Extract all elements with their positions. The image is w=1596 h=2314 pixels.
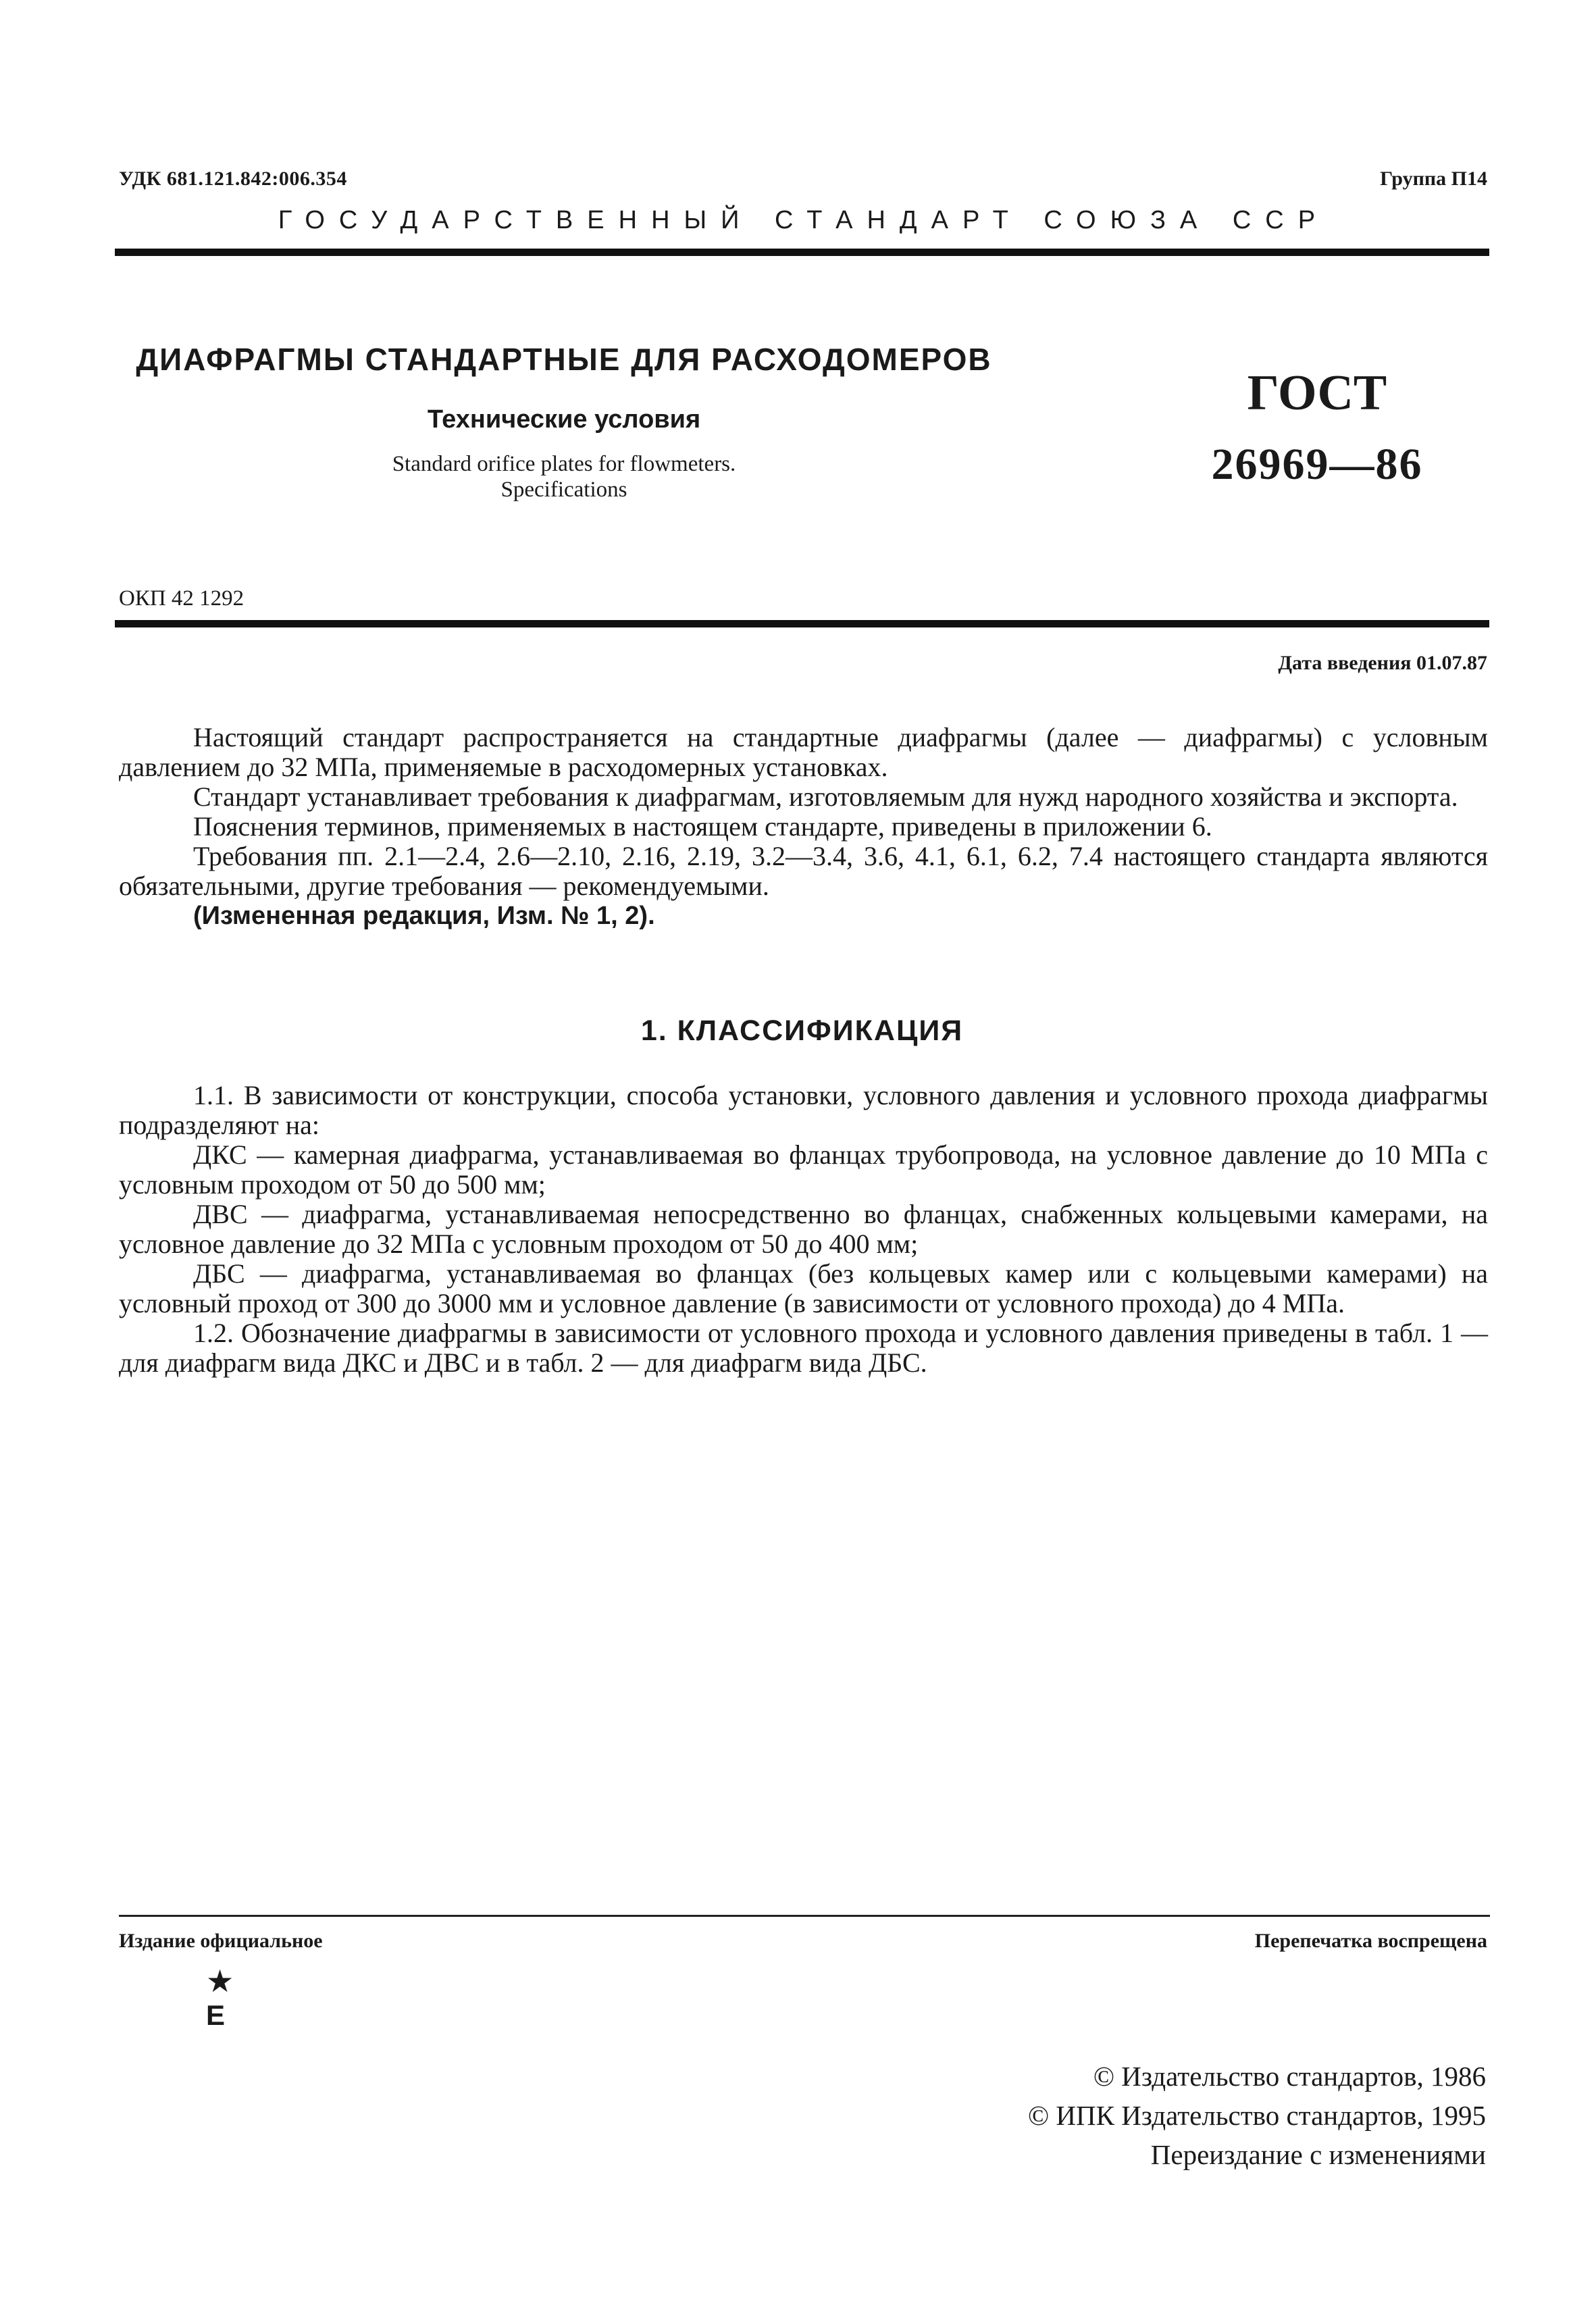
english-title <box>115 451 1013 503</box>
reissue-note: Переиздание с изменениями <box>1150 2139 1486 2170</box>
english-title-line1: Standard orifice plates for flowmeters. <box>392 452 736 476</box>
section-title: 1. КЛАССИФИКАЦИЯ <box>640 1014 964 1047</box>
section-text <box>119 1081 1488 1378</box>
state-standard-heading: ГОСУДАРСТВЕННЫЙ СТАНДАРТ СОЮЗА ССР <box>278 206 1330 234</box>
letter-mark: Е <box>206 1999 226 2031</box>
official-edition-label: Издание официальное <box>119 1930 323 1952</box>
document-subtitle: Технические условия <box>427 405 701 434</box>
gost-number: 26969—86 <box>1211 440 1423 489</box>
copyright-block <box>1028 2057 1486 2174</box>
gost-label: ГОСТ <box>1247 365 1387 421</box>
footer-rule <box>119 1915 1490 1917</box>
intro-text <box>119 723 1488 931</box>
amendment-note: (Измененная редакция, Изм. № 1, 2). <box>193 902 655 930</box>
reprint-prohibited-label: Перепечатка воспрещена <box>1254 1930 1487 1952</box>
intro-paragraph: Требования пп. 2.1—2.4, 2.6—2.10, 2.16, 2.19, 3.2—3.4, 3.6, 4.1, 6.1, 6.2, 7.4 настоящего стандарта являются обязательными, другие требования — рекомендуемыми. <box>119 841 1488 901</box>
section-paragraph: 1.2. Обозначение диафрагмы в зависимости от условного прохода и условного давления приведены в табл. 1 — для диафрагм вида ДКС и ДВС и в табл. 2 — для диафрагм вида ДБС. <box>119 1318 1488 1378</box>
header-rule <box>115 249 1489 256</box>
copyright-line: © Издательство стандартов, 1986 <box>1093 2061 1486 2092</box>
title-rule <box>115 620 1489 627</box>
group-code: Группа П14 <box>1380 168 1487 190</box>
section-paragraph: ДКС — камерная диафрагма, устанавливаемая во фланцах трубопровода, на условное давление до 10 МПа с условным проходом от 50 до 500 мм; <box>119 1139 1488 1200</box>
intro-paragraph: Стандарт устанавливает требования к диафрагмам, изготовляемым для нужд народного хозяйства и экспорта. <box>193 781 1458 812</box>
udk-code: УДК 681.121.842:006.354 <box>119 168 347 190</box>
section-paragraph: ДБС — диафрагма, устанавливаемая во фланцах (без кольцевых камер или с кольцевыми камерами) на условный проход от 300 до 3000 мм и условное давление (в зависимости от условного прохода) до 4 МПа. <box>119 1258 1488 1318</box>
okp-code: ОКП 42 1292 <box>119 586 244 611</box>
section-paragraph: 1.1. В зависимости от конструкции, способа установки, условного давления и условного прохода диафрагмы подразделяют на: <box>119 1080 1488 1140</box>
intro-paragraph: Настоящий стандарт распространяется на стандартные диафрагмы (далее — диафрагмы) с условным давлением до 32 МПа, применяемые в расходомерных установках. <box>119 722 1488 782</box>
introduction-date: Дата введения 01.07.87 <box>1278 652 1487 674</box>
section-paragraph: ДВС — диафрагма, устанавливаемая непосредственно во фланцах, снабженных кольцевыми камерами, на условное давление до 32 МПа с условным проходом от 50 до 400 мм; <box>119 1199 1488 1259</box>
intro-paragraph: Пояснения терминов, применяемых в настоящем стандарте, приведены в приложении 6. <box>193 811 1212 842</box>
document-title: ДИАФРАГМЫ СТАНДАРТНЫЕ ДЛЯ РАСХОДОМЕРОВ <box>136 342 992 377</box>
star-icon: ★ <box>206 1964 234 1999</box>
copyright-line: © ИПК Издательство стандартов, 1995 <box>1027 2100 1486 2131</box>
english-title-line2: Specifications <box>500 478 627 502</box>
